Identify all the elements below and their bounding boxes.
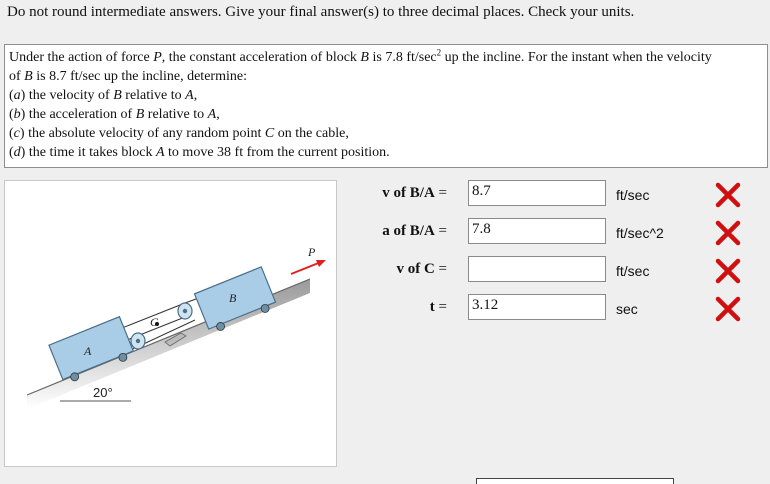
incorrect-icon <box>714 258 742 284</box>
answer-label: v of B/A = <box>382 185 447 201</box>
answer-row-t <box>340 294 760 322</box>
answer-row-a-b-a <box>340 218 760 246</box>
angle-label: 20° <box>93 385 113 400</box>
label-p: P <box>308 245 316 259</box>
answer-unit: ft/sec^2 <box>616 225 664 241</box>
answer-label: t = <box>429 299 447 315</box>
instructions-text: Do not round intermediate answers. Give your final answer(s) to three decimal places. Check your units. <box>7 4 635 20</box>
answer-label: a of B/A = <box>382 223 447 239</box>
incorrect-icon <box>714 220 742 246</box>
v-b-a-input[interactable]: 8.7 <box>468 180 606 206</box>
incorrect-icon <box>714 296 742 322</box>
incorrect-icon <box>714 182 742 208</box>
force-p-arrow <box>291 262 321 274</box>
t-input[interactable]: 3.12 <box>468 294 606 320</box>
a-b-a-input[interactable]: 7.8 <box>468 218 606 244</box>
problem-statement: Under the action of force P, the constant acceleration of block B is 7.8 $ft/\sec^2$ up the incline. For the instant when the velocity of B is 8.7 ft/sec up the incline, determine: (a) the velocity of B relative to A, (b) the acceleration of B relative to A, (c) the absolute velocity of any random point C on the cable, (d) the time it takes block A to move 38 ft from the current position. <box>4 44 768 168</box>
answer-unit: ft/sec <box>616 263 650 279</box>
force-p-arrowhead <box>316 260 326 267</box>
label-c: C <box>150 315 159 329</box>
answer-label: v of C = <box>396 261 447 277</box>
bottom-panel-edge <box>476 478 674 484</box>
label-a: A <box>84 344 92 358</box>
label-b: B <box>229 291 237 305</box>
v-c-input[interactable] <box>468 256 606 282</box>
answer-unit: sec <box>616 301 638 317</box>
answer-unit: ft/sec <box>616 187 650 203</box>
answer-row-v-c <box>340 256 760 284</box>
answer-row-v-b-a <box>340 180 760 208</box>
problem-figure <box>4 180 337 467</box>
